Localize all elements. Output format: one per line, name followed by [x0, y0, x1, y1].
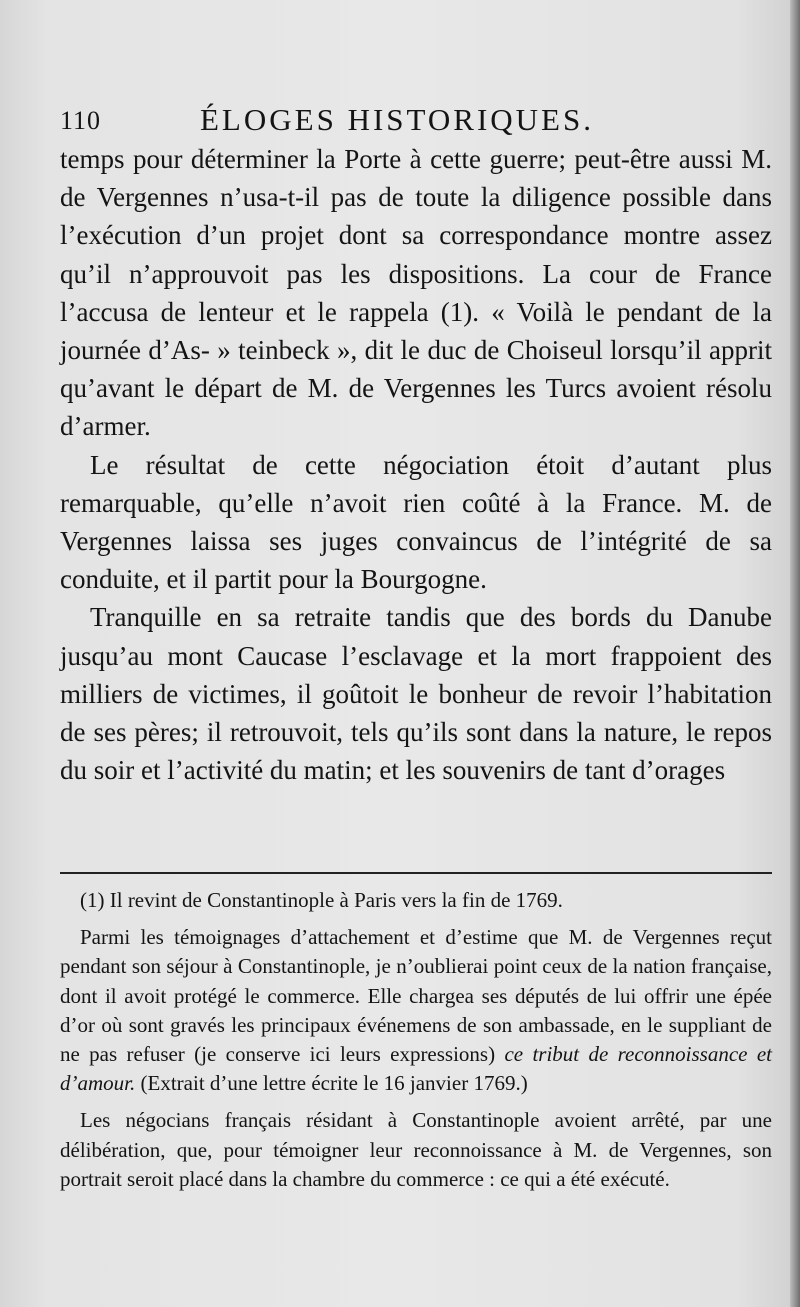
footnote-2-text: Parmi les témoignages d’attachement et d’estime que M. de Vergennes reçut pendant son séjour à Constantinople, je n’oublierai point ceux de la nation française, dont il avoit protégé le commerce. Elle chargea ses députés de lui offrir une épée d’or où sont gravés les principaux événemens de son ambassade, en le suppliant de ne pas refuser (je conserve ici leurs expressions): [60, 925, 772, 1067]
footnote-1: (1) Il revint de Constantinople à Paris vers la fin de 1769.: [80, 888, 563, 912]
footnote-2: [60, 923, 772, 1098]
footnotes: [60, 886, 772, 1194]
footnote-2-quote: ce tribut de reconnoissance et d’amour.: [60, 1042, 773, 1096]
footnote-rule: [60, 872, 772, 874]
footnote-3: Les négocians français résidant à Constantinople avoient arrêté, par une délibération, que, pour témoigner leur reconnoissance à M. de Vergennes, son portrait seroit placé dans la chambre du commerce : ce qui a été exécuté.: [60, 1108, 772, 1191]
running-title: ÉLOGES HISTORIQUES.: [200, 102, 594, 137]
page-edge-shadow: [790, 0, 800, 1307]
running-header: [60, 102, 780, 140]
page-number: 110: [60, 106, 102, 135]
main-text: [60, 140, 772, 789]
paragraph-continued: temps pour déterminer la Porte à cette guerre; peut-être aussi M. de Vergennes n’usa-t-il pas de toute la diligence possible dans l’exécution d’un projet dont sa correspondance montre assez qu’il n’approuvoit pas les dispositions. La cour de France l’accusa de lenteur et le rappela (1). « Voilà le pendant de la journée d’As- » teinbeck », dit le duc de Choiseul lorsqu’il apprit qu’avant le départ de M. de Vergennes les Turcs avoient résolu d’armer.: [60, 144, 772, 442]
paragraph-retreat: Tranquille en sa retraite tandis que des bords du Danube jusqu’au mont Caucase l’esclavage et la mort frappoient des milliers de victimes, il goûtoit le bonheur de revoir l’habitation de ses pères; il retrouvoit, tels qu’ils sont dans la nature, le repos du soir et l’activité du matin; et les souvenirs de tant d’orages: [60, 602, 772, 786]
paragraph-negotiation: Le résultat de cette négociation étoit d’autant plus remarquable, qu’elle n’avoit rien coûté à la France. M. de Vergennes laissa ses juges convaincus de l’intégrité de sa conduite, et il partit pour la Bourgogne.: [60, 449, 772, 595]
footnote-2-source: (Extrait d’une lettre écrite le 16 janvier 1769.): [140, 1071, 528, 1096]
